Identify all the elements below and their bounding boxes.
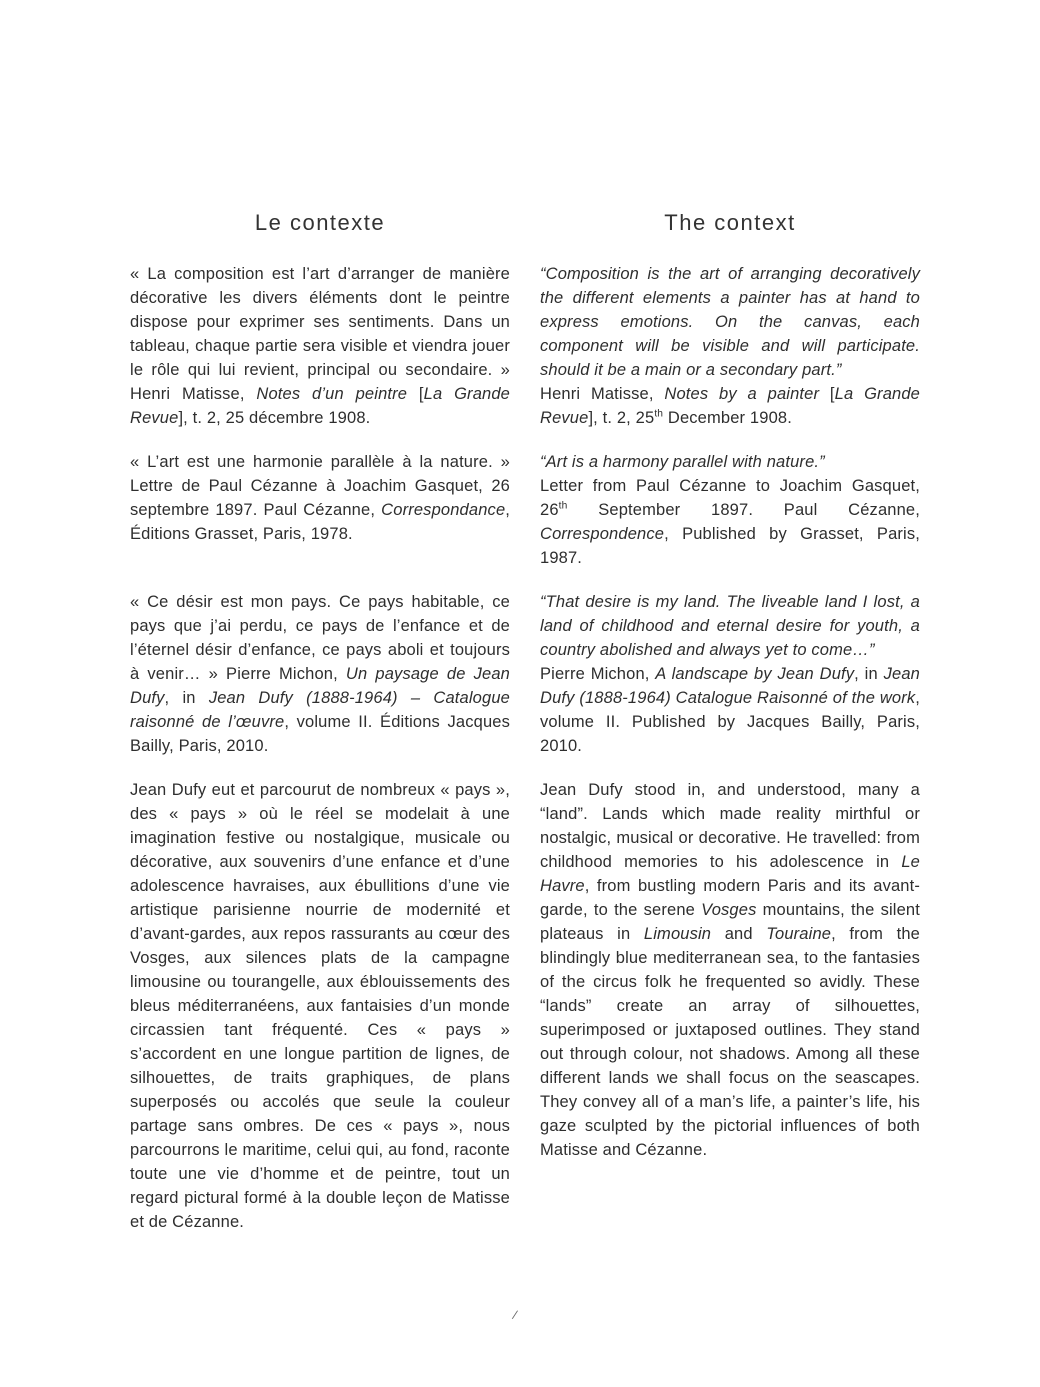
text-segment: « Ce désir est mon pays. Ce pays habitable, ce pays que j’ai perdu, ce pays de l’enfance et de l’éternel désir d’enfance, ce pays aboli et toujours à venir… » Pierre Michon, bbox=[130, 593, 510, 683]
text-segment: December 1908. bbox=[663, 409, 792, 427]
text-segment: , in bbox=[164, 689, 209, 707]
text-segment: and bbox=[711, 925, 767, 943]
french-paragraph-2 bbox=[130, 450, 510, 546]
text-segment: Jean Dufy stood in, and understood, many a “land”. Lands which made reality mirthful or nostalgic, musical or decorative. He travelled: from childhood memories to his adolescence in bbox=[540, 781, 920, 871]
italic-text-segment: La Grande Revue bbox=[130, 385, 511, 427]
italic-text-segment: “Art is a harmony parallel with nature.” bbox=[540, 453, 825, 471]
two-column-text-block bbox=[130, 210, 920, 1234]
text-segment: September 1897. Paul Cézanne, bbox=[567, 501, 920, 519]
english-paragraph-2 bbox=[540, 450, 920, 570]
italic-text-segment: Touraine bbox=[766, 925, 832, 943]
italic-text-segment: Jean Dufy (1888-1964) – Catalogue raisonné de l’œuvre bbox=[130, 689, 510, 731]
ordinal-superscript: th bbox=[558, 500, 568, 512]
text-segment: , Published by Grasset, Paris, 1987. bbox=[540, 525, 920, 567]
text-segment: Pierre Michon, bbox=[540, 665, 656, 683]
italic-text-segment: Jean Dufy (1888-1964) Catalogue Raisonné of the work bbox=[540, 665, 920, 707]
text-segment: , volume II. Éditions Jacques Bailly, Paris, 2010. bbox=[130, 713, 511, 755]
italic-text-segment: “Composition is the art of arranging decoratively the different elements a painter has at hand to express emotions. On the canvas, each component will be visible and will participate. should it be a main or a secondary part.” bbox=[540, 265, 920, 379]
italic-text-segment: “That desire is my land. The liveable land I lost, a land of childhood and eternal desire for youth, a country abolished and always yet to come…” bbox=[540, 593, 920, 659]
english-column-title: The context bbox=[664, 210, 796, 235]
text-segment: , in bbox=[854, 665, 884, 683]
text-segment: [ bbox=[407, 385, 424, 403]
english-paragraph-4 bbox=[540, 778, 920, 1162]
italic-text-segment: La Grande Revue bbox=[540, 385, 921, 427]
italic-text-segment: Un paysage de Jean Dufy bbox=[130, 665, 510, 707]
text-segment: , from the blindingly blue mediterranean sea, to the fantasies of the circus folk he frequented so avidly. These “lands” create an array of silhouettes, superimposed or juxtaposed outlines. They stand out through colour, not shadows. Among all these different lands we shall focus on the seascapes. They convey all of a man’s life, a painter’s life, his gaze sculpted by the pictorial influences of both Matisse and Cézanne. bbox=[540, 925, 920, 1159]
text-segment: [ bbox=[819, 385, 835, 403]
text-segment: « La composition est l’art d’arranger de manière décorative les divers éléments dont le peintre dispose pour exprimer ses sentiments. Dans un tableau, chaque partie sera visible et viendra jouer le rôle qui lui revient, principal ou secondaire. » Henri Matisse, bbox=[130, 265, 510, 403]
text-segment: Jean Dufy eut et parcourut de nombreux « pays », des « pays » où le réel se modelait à une imagination festive ou nostalgique, musicale ou décorative, aux souvenirs d’une enfance et d’une adolescence havraises, aux ébullitions d’une vie artistique parisienne nourrie de modernité et d’avant-gardes, aux repos rassurants au cœur des Vosges, aux silences plats de la campagne limousine ou tourangelle, aux éblouissements des bleus méditerranéens, aux fantaisies d’un monde circassien tant fréquenté. Ces « pays » s’accordent en une longue partition de lignes, de silhouettes, de traits graphiques, de plans superposés ou accolés que seule la couleur partage sans ombres. De ces « pays », nous parcourrons le maritime, celui qui, au fond, raconte toute une vie d’homme et de peintre, tout un regard pictural formé à la double leçon de Matisse et de Cézanne. bbox=[130, 781, 510, 1231]
text-segment: ], t. 2, 25 bbox=[588, 409, 655, 427]
italic-text-segment: Correspondance bbox=[381, 501, 506, 519]
italic-text-segment: Notes d’un peintre bbox=[256, 385, 408, 403]
text-segment: « L’art est une harmonie parallèle à la nature. » Lettre de Paul Cézanne à Joachim Gasquet, 26 septembre 1897. Paul Cézanne, bbox=[130, 453, 510, 519]
italic-text-segment: Limousin bbox=[643, 925, 712, 943]
text-segment: , from bustling modern Paris and its avant-garde, to the serene bbox=[540, 877, 920, 919]
italic-text-segment: Vosges bbox=[701, 901, 757, 919]
text-segment: Letter from Paul Cézanne to Joachim Gasquet, 26 bbox=[540, 477, 920, 519]
ordinal-superscript: th bbox=[654, 408, 664, 420]
italic-text-segment: Notes by a painter bbox=[664, 385, 820, 403]
text-segment: ], t. 2, 25 décembre 1908. bbox=[178, 409, 371, 427]
page-bottom-mark: / bbox=[512, 1307, 518, 1323]
text-segment: mountains, the silent plateaus in bbox=[540, 901, 920, 943]
italic-text-segment: Correspondence bbox=[540, 525, 665, 543]
english-paragraph-1 bbox=[540, 262, 920, 430]
italic-text-segment: A landscape by Jean Dufy bbox=[655, 665, 855, 683]
french-paragraph-4 bbox=[130, 778, 510, 1234]
text-segment: , Éditions Grasset, Paris, 1978. bbox=[130, 501, 510, 543]
french-paragraph-3 bbox=[130, 590, 510, 758]
text-segment: , volume II. Published by Jacques Bailly, Paris, 2010. bbox=[540, 689, 920, 755]
french-paragraph-1 bbox=[130, 262, 510, 430]
french-column-title: Le contexte bbox=[254, 210, 386, 235]
text-segment: Henri Matisse, bbox=[540, 385, 665, 403]
english-paragraph-3 bbox=[540, 590, 920, 758]
italic-text-segment: Le Havre bbox=[540, 853, 920, 895]
